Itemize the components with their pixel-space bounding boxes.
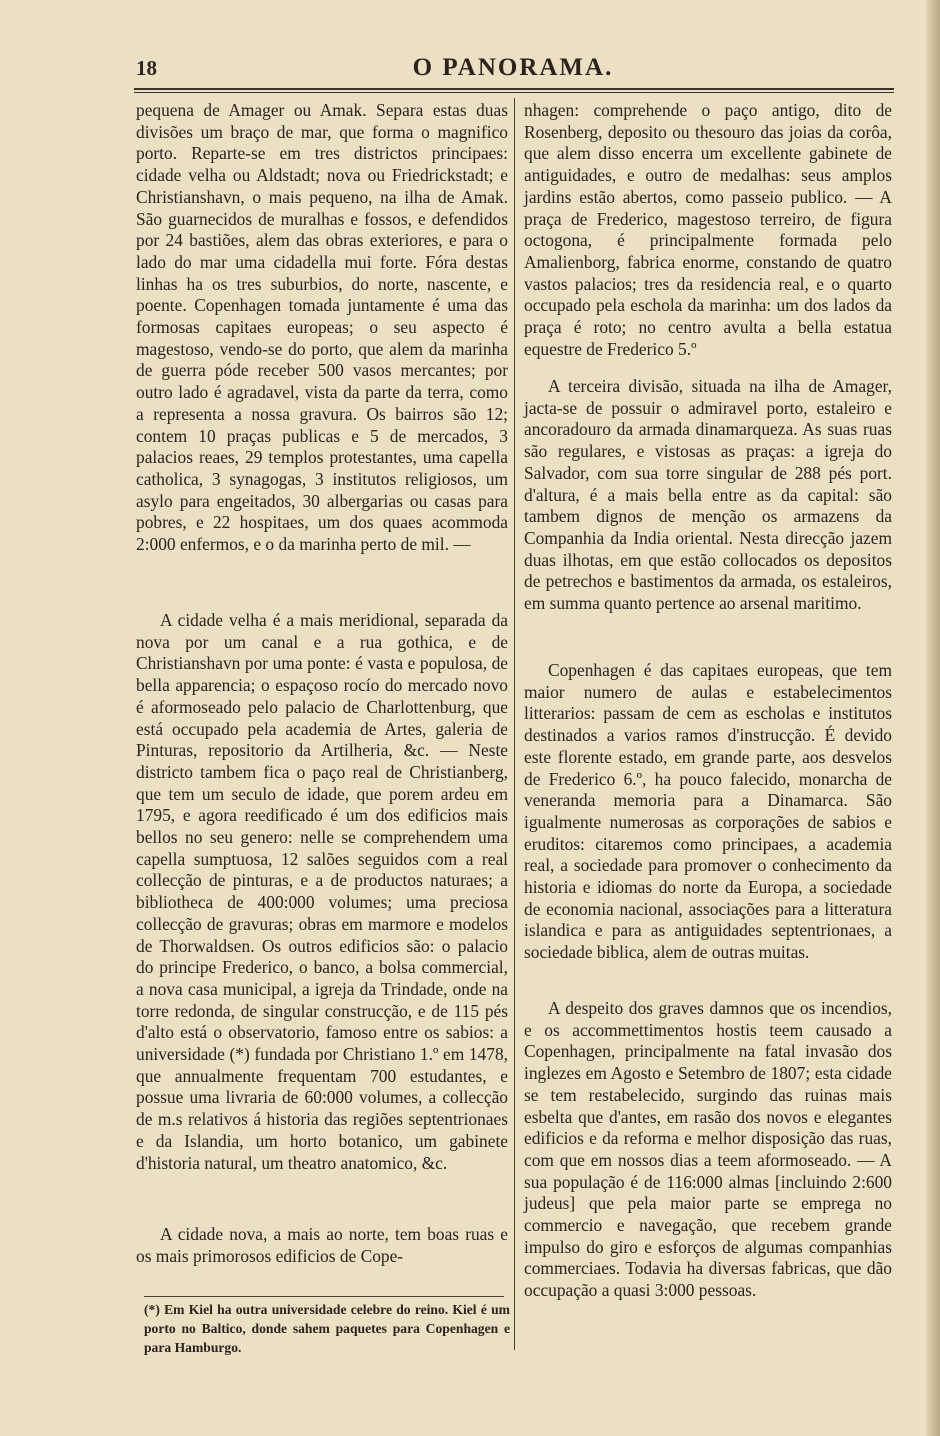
right-column — [524, 100, 892, 1344]
header-rule-thin — [134, 92, 894, 93]
left-column — [136, 100, 508, 1288]
right-paragraph-3: Copenhagen é das capitaes europeas, que tem maior numero de aulas e estabelecimentos litterarios: passam de cem as escholas e institutos destinados a varios ramos d'instrucção. É devido este florente estado, em grande parte, aos desvelos de Frederico 6.º, ha pouco falecido, monarcha de veneranda memoria para a Dinamarca. São igualmente numerosas as corporações de sabios e eruditos: citaremos como principaes, a academia real, a sociedade para promover o conhecimento da historia e idiomas do norte da Europa, a sociedade de economia nacional, associações para a litteratura islandica e para as antiguidades septentrionaes, a sociedade biblica, alem de outras muitas. — [524, 660, 892, 963]
right-paragraph-4: A despeito dos graves damnos que os incendios, e os accommettimentos hostis teem causado a Copenhagen, principalmente na fatal invasão dos inglezes em Agosto e Setembro de 1807; esta cidade se tem restabelecido, surgindo das ruinas mais esbelta que d'antes, em rasão dos novos e elegantes edificios e da reforma e melhor disposição das ruas, com que em nossos dias a teem aformoseado. — A sua população é de 116:000 almas [incluindo 2:600 judeus] que pela maior parte se emprega no commercio e navegação, que recebem grande impulso do giro e esforços de algumas companhias commerciaes. Todavia ha diversas fabricas, que dão occupação a quasi 3:000 pessoas. — [524, 998, 892, 1301]
header-rule — [134, 88, 894, 90]
page-header — [136, 50, 890, 84]
right-paragraph-2: A terceira divisão, situada na ilha de Amager, jacta-se de possuir o admiravel porto, estaleiro e ancoradouro da armada dinamarqueza. As suas ruas são regulares, e vistosas as praças: a igreja do Salvador, com sua torre singular de 288 pés port. d'altura, é a mais bella entre as da capital: são tambem dignos de menção os armazens da Companhia da India oriental. Nesta direcção jazem duas ilhotas, em que estão collocados os depositos de petrechos e bastimentos da armada, os estaleiros, em summa quanto pertence ao arsenal maritimo. — [524, 376, 892, 614]
right-paragraph-1: nhagen: comprehende o paço antigo, dito de Rosenberg, deposito ou thesouro das joias da corôa, que alem disso encerra um excellente gabinete de antiguidades, e outro de medalhas: seus amplos jardins estão abertos, como passeio publico. — A praça de Frederico, magestoso terreiro, de figura octogona, é principalmente formada pelo Amalienborg, fabrica enorme, constando de quatro vastos palacios; tres da residencia real, e o quarto occupado pela eschola da marinha: um dos lados da praça é roto; no centro avulta a bella estatua equestre de Frederico 5.º — [524, 100, 892, 359]
left-paragraph-1: pequena de Amager ou Amak. Separa estas duas divisões um braço de mar, que forma o magnifico porto. Reparte-se em tres districtos principaes: cidade velha ou Aldstadt; nova ou Friedrickstadt; e Christianshavn, o mais pequeno, na ilha de Amak. São guarnecidos de muralhas e fossos, e defendidos por 24 bastiões, alem das obras exteriores, e para o lado do mar uma cidadella mui forte. Fóra destas linhas ha os tres suburbios, do norte, nascente, e poente. Copenhagen tomada juntamente é uma das formosas capitaes europeas; o seu aspecto é magestoso, vendo-se do porto, que alem da marinha de guerra póde receber 500 vasos mercantes; por outro lado é agradavel, vista da parte da terra, como a representa a nossa gravura. Os bairros são 12; contem 10 praças publicas e 5 de mercados, 3 palacios reaes, 29 templos protestantes, uma capella catholica, 3 synagogas, 3 institutos religiosos, um asylo para engeitados, 30 albergarias ou casas para pobres, e 22 hospitaes, um dos quaes acommoda 2:000 enfermos, e o da marinha perto de mil. — — [136, 100, 508, 555]
column-divider — [514, 98, 515, 1350]
page-edge — [926, 0, 940, 1436]
footnote: (*) Em Kiel ha outra universidade celebre do reino. Kiel é um porto no Baltico, donde sahem paquetes para Copenhagen e para Hamburgo. — [144, 1302, 510, 1355]
left-paragraph-3: A cidade nova, a mais ao norte, tem boas ruas e os mais primorosos edificios de Cope- — [136, 1224, 508, 1266]
footnote-rule — [144, 1296, 504, 1297]
left-paragraph-2: A cidade velha é a mais meridional, separada da nova por um canal e a rua gothica, e de Christianshavn por uma ponte: é vasta e populosa, de bella apparencia; o espaçoso rocío do mercado novo é aformoseado pelo palacio de Charlottenburg, que está occupado pela academia de Artes, galeria de Pinturas, repositorio da Artilheria, &c. — Neste districto tambem fica o paço real de Christianberg, que tem um seculo de idade, que porem ardeu em 1795, e agora reedificado é um dos edificios mais bellos no seu genero: nelle se comprehendem uma capella sumptuosa, 12 salões seguidos com a real collecção de pinturas, e a de productos naturaes; a bibliotheca de 400:000 volumes; uma preciosa collecção de gravuras; obras em marmore e modelos de Thorwaldsen. Os outros edificios são: o palacio do principe Frederico, o banco, a bolsa commercial, a nova casa municipal, a igreja da Trindade, onde na torre redonda, de singular construcção, e de 115 pés d'alto está o observatorio, famoso entre os sabios: a universidade (*) fundada por Christiano 1.º em 1478, que annualmente frequentam 700 estudantes, e possue uma livraria de 60:000 volumes, a collecção de m.s relativos á historia das regiões septentrionaes e da Islandia, um horto botanico, um gabinete d'historia natural, um theatro anatomico, &c. — [136, 610, 508, 1173]
journal-title: O PANORAMA. — [412, 54, 614, 81]
page-number: 18 — [136, 56, 157, 80]
